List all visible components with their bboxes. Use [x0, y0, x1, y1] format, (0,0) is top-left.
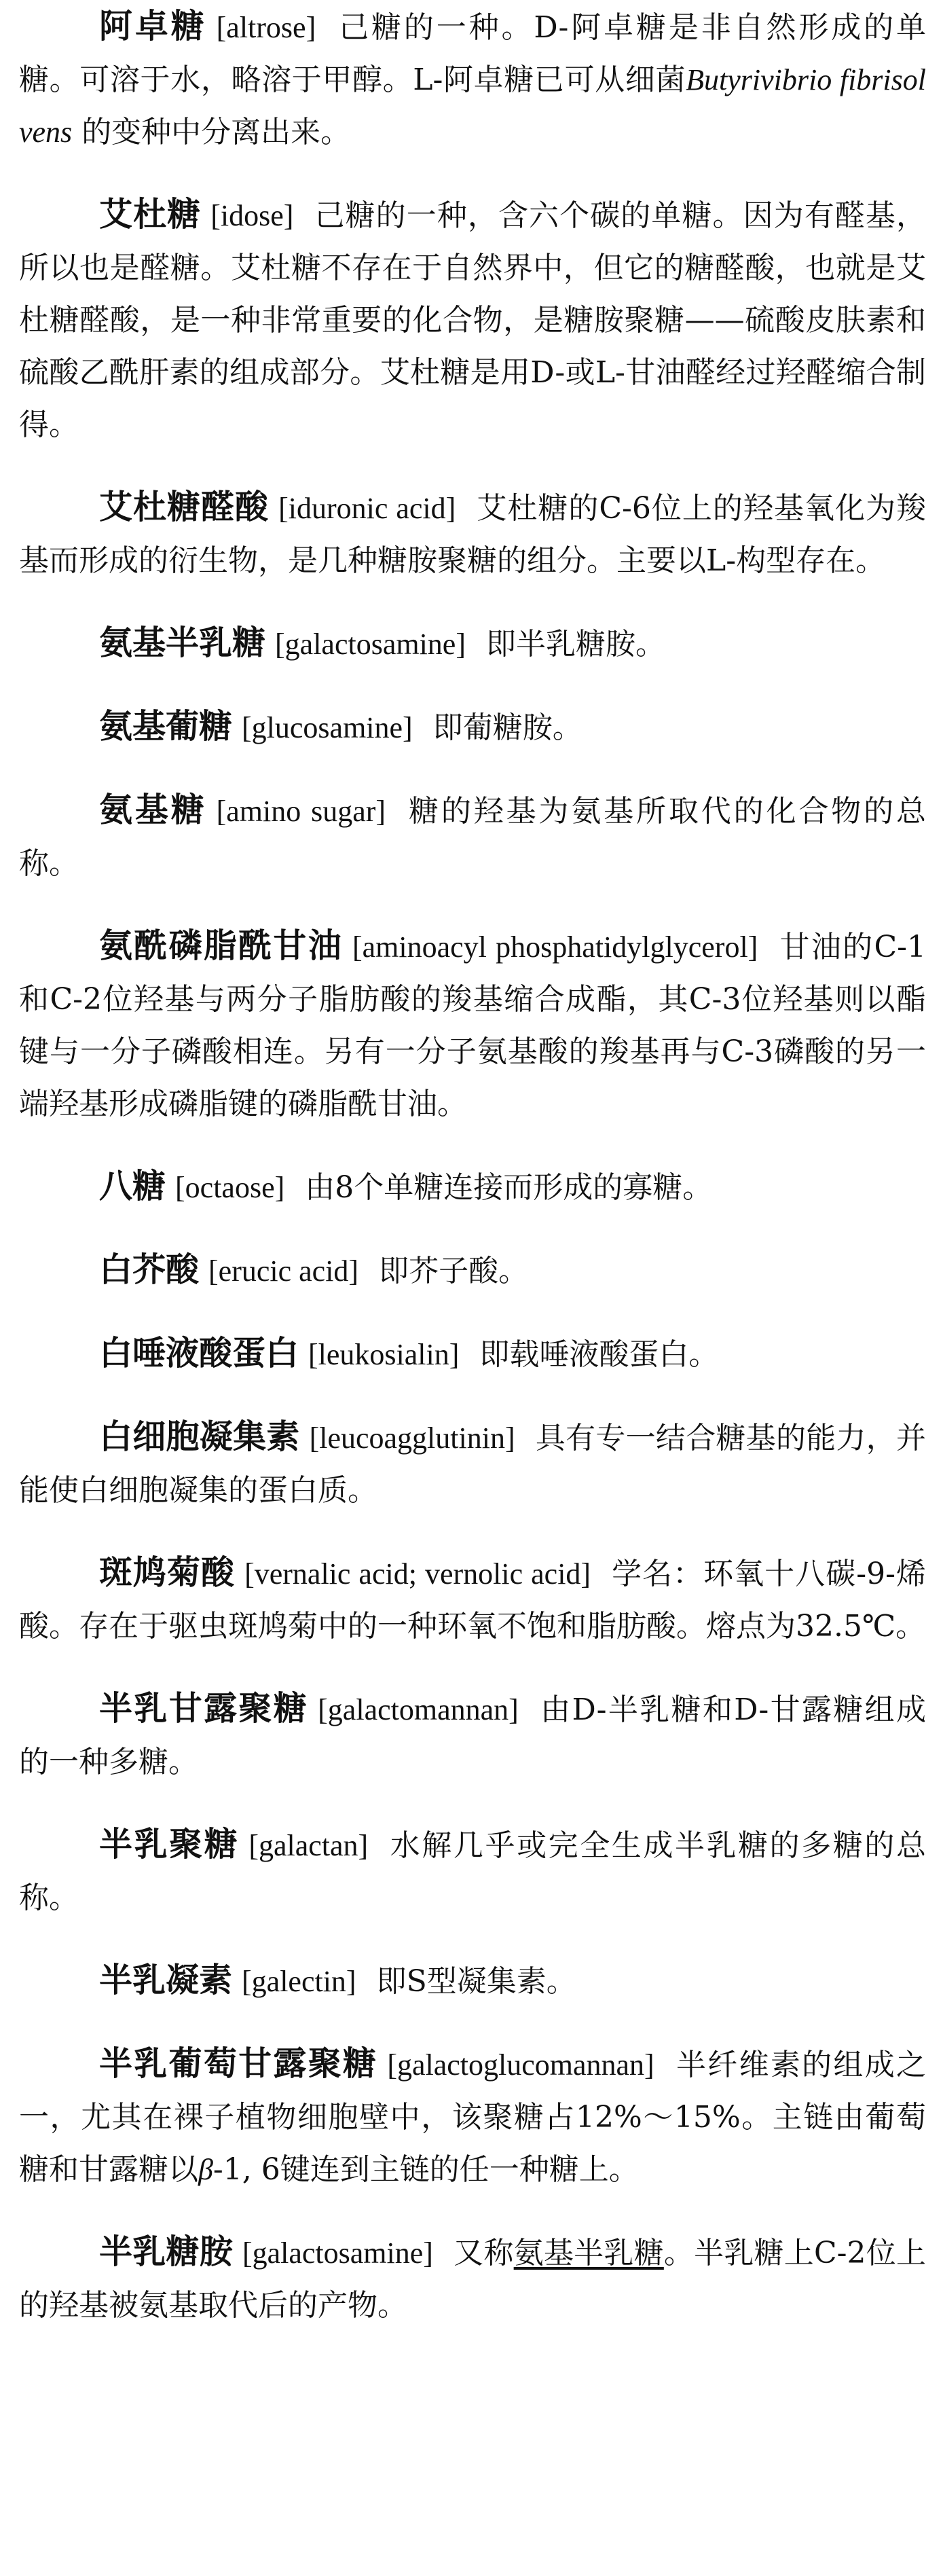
entry-term: 艾杜糖醛酸 [99, 488, 270, 526]
entry-english: [altrose] [216, 11, 316, 44]
entry-definition: 由8个单糖连接而形成的寡糖。 [305, 1170, 713, 1205]
entry-definition: 己糖的一种。D-阿卓糖是非自然形成的单糖。可溶于水，略溶于甲醇。L-阿卓糖已可从细菌Butyrivibrio fibrisolvens 的变种中分离出来。 [19, 10, 926, 149]
entry-term: 半乳聚糖 [99, 1825, 240, 1864]
entry-definition: 即葡糖胺。 [432, 710, 583, 745]
entry-term: 半乳凝素 [99, 1961, 233, 1999]
entry-definition: 又称氨基半乳糖。半乳糖上C-2位上的羟基被氨基取代后的产物。 [19, 2236, 927, 2323]
entry-leucoagglutinin [19, 1411, 926, 1517]
entry-galactoglucomannan [19, 2037, 926, 2196]
entry-term: 氨基半乳糖 [99, 623, 266, 662]
entry-definition: 半纤维素的组成之一，尤其在裸子植物细胞壁中，该聚糖占12%～15%。主链由葡萄糖和甘露糖以β-1, 6键连到主链的任一种糖上。 [19, 2048, 926, 2187]
entry-altrose [19, 0, 926, 158]
entry-english: [galactomannan] [318, 1693, 519, 1726]
entry-english: [galactosamine] [242, 2236, 433, 2270]
entry-term: 氨基葡糖 [99, 707, 233, 746]
entry-glucosamine [19, 700, 926, 754]
entry-term: 艾杜糖 [99, 195, 202, 234]
entry-term: 白细胞凝集素 [99, 1417, 300, 1456]
entry-galectin [19, 1954, 926, 2008]
entry-term: 八糖 [99, 1167, 166, 1205]
entry-definition: 糖的羟基为氨基所取代的化合物的总称。 [19, 794, 926, 881]
entry-term: 半乳葡萄甘露聚糖 [99, 2044, 378, 2083]
entry-definition: 艾杜糖的C-6位上的羟基氧化为羧基而形成的衍生物，是几种糖胺聚糖的组分。主要以L-构型存在。 [19, 491, 926, 578]
entry-definition: 学名：环氧十八碳-9-烯酸。存在于驱虫斑鸠菊中的一种环氧不饱和脂肪酸。熔点为32.5℃。 [19, 1557, 926, 1644]
entry-definition: 即半乳糖胺。 [486, 627, 665, 661]
entry-aminoacyl-phosphatidylglycerol [19, 920, 926, 1130]
entry-octaose [19, 1160, 926, 1214]
entry-english: [octaose] [175, 1171, 285, 1204]
entry-english: [galactoglucomannan] [387, 2048, 654, 2082]
entry-term: 阿卓糖 [99, 7, 207, 46]
entry-english: [leukosialin] [308, 1338, 460, 1371]
entry-leukosialin [19, 1327, 926, 1381]
cross-reference-link[interactable]: 氨基半乳糖 [513, 2236, 664, 2270]
entry-term: 半乳甘露聚糖 [99, 1689, 309, 1728]
entry-galactosamine [19, 2226, 926, 2332]
entry-definition: 即芥子酸。 [379, 1254, 529, 1288]
species-name: Butyrivibrio fibrisolvens [19, 63, 926, 149]
beta-symbol: β [198, 2153, 213, 2186]
entry-english: [leucoagglutinin] [309, 1421, 515, 1455]
entry-definition: 具有专一结合糖基的能力，并能使白细胞凝集的蛋白质。 [19, 1421, 926, 1508]
entry-erucic-acid [19, 1244, 926, 1297]
entry-vernolic-acid [19, 1546, 926, 1652]
dictionary-page [19, 0, 926, 2361]
entry-definition: 水解几乎或完全生成半乳糖的多糖的总称。 [19, 1828, 926, 1915]
entry-english: [idose] [210, 199, 294, 232]
entry-english: [glucosamine] [242, 711, 413, 744]
entry-term: 氨酰磷脂酰甘油 [99, 926, 343, 965]
entry-definition: 甘油的C-1和C-2位羟基与两分子脂肪酸的羧基缩合成酯，其C-3位羟基则以酯键与一分子磷酸相连。另有一分子氨基酸的羧基再与C-3磷酸的另一端羟基形成磷脂键的磷脂酰甘油。 [19, 930, 926, 1121]
entry-english: [galectin] [242, 1965, 356, 1998]
entry-amino-sugar [19, 784, 926, 890]
entry-definition: 己糖的一种，含六个碳的单糖。因为有醛基，所以也是醛糖。艾杜糖不存在于自然界中，但它的糖醛酸，也就是艾杜糖醛酸，是一种非常重要的化合物，是糖胺聚糖——硫酸皮肤素和硫酸乙酰肝素的组成部分。艾杜糖是用D-或L-甘油醛经过羟醛缩合制得。 [19, 198, 926, 442]
entry-galactan [19, 1818, 926, 1924]
entry-english: [amino sugar] [216, 795, 386, 828]
entry-definition: 由D-半乳糖和D-甘露糖组成的一种多糖。 [19, 1692, 926, 1779]
entry-iduronic-acid [19, 481, 926, 587]
entry-english: [erucic acid] [208, 1254, 359, 1288]
entry-english: [aminoacyl phosphatidylglycerol] [352, 930, 758, 964]
entry-english: [galactosamine] [275, 628, 466, 661]
entry-galactomannan [19, 1682, 926, 1788]
entry-term: 斑鸠菊酸 [99, 1553, 236, 1592]
entry-term: 白唾液酸蛋白 [99, 1334, 299, 1373]
entry-idose [19, 188, 926, 451]
entry-definition: 即载唾液酸蛋白。 [479, 1337, 719, 1372]
entry-definition: 即S型凝集素。 [376, 1964, 576, 1999]
entry-galactosamine-alias [19, 617, 926, 670]
entry-term: 氨基糖 [99, 791, 207, 829]
entry-english: [vernalic acid; vernolic acid] [244, 1557, 591, 1591]
entry-english: [galactan] [248, 1829, 369, 1862]
entry-term: 白芥酸 [99, 1250, 200, 1289]
entry-english: [iduronic acid] [278, 492, 456, 525]
entry-term: 半乳糖胺 [99, 2232, 233, 2271]
